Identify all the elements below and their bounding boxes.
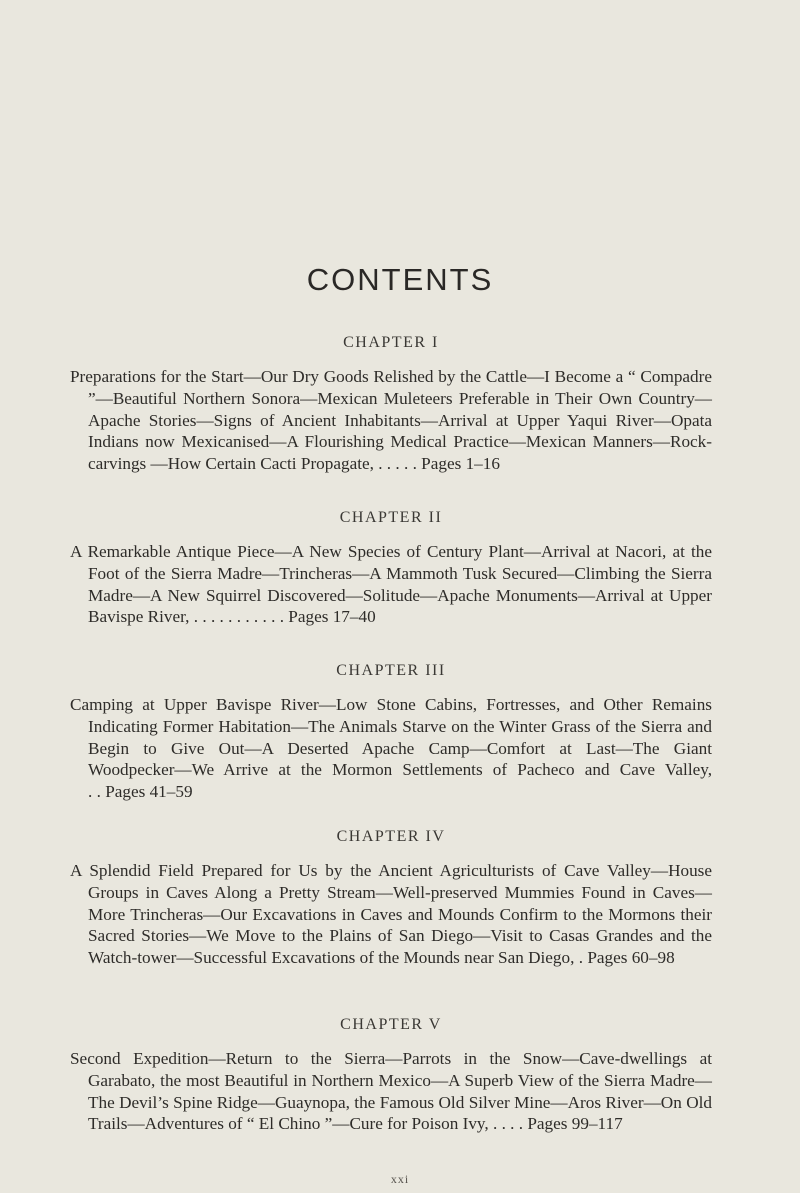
- chapter-summary: [70, 860, 712, 969]
- chapter-summary: [70, 694, 712, 803]
- chapter-text: Camping at Upper Bavispe River—Low Stone Cabins, Fortresses, and Other Remains Indicating Former Habitation—The Animals Starve on the Winter Grass of the Sierra and Begin to Give Out—A Deserted Apache Camp—Comfort at Last—The Giant Woodpecker—We Arrive at the Mormon Settlements of Pacheco and Cave Valley,: [70, 695, 712, 780]
- chapter-text: A Remarkable Antique Piece—A New Species of Century Plant—Arrival at Nacori, at the Foot of the Sierra Madre—Trincheras—A Mammoth Tusk Secured—Climbing the Sierra Madre—A New Squirrel Discovered—Solitude—Apache Monuments—Arrival at Upper Bavispe River,: [70, 542, 712, 627]
- chapter-text: A Splendid Field Prepared for Us by the Ancient Agriculturists of Cave Valley—House Groups in Caves Along a Pretty Stream—Well-preserved Mummies Found in Caves—More Trincheras—Our Excavations in Caves and Mounds Confirm to the Mormons their Sacred Stories—We Move to the Plains of San Diego—Visit to Casas Grandes and the Watch-tower—Successful Excavations of the Mounds near San Diego,: [70, 861, 712, 968]
- chapter-summary: [70, 366, 712, 475]
- chapter-pages: . . . . . . . . . . . Pages 17–40: [193, 607, 376, 627]
- chapter-heading: CHAPTER IV: [336, 828, 446, 845]
- chapter-pages: . . . . Pages 99–117: [492, 1114, 623, 1134]
- chapter-heading: CHAPTER I: [343, 334, 439, 351]
- chapter-pages: . . Pages 41–59: [88, 782, 193, 802]
- chapter-pages: . Pages 60–98: [578, 948, 675, 968]
- chapter-summary: [70, 1048, 712, 1135]
- chapter-text: Preparations for the Start—Our Dry Goods Relished by the Cattle—I Become a “ Compadre ”—Beautiful Northern Sonora—Mexican Muleteers Preferable in Their Own Country—Apache Stories—Signs of Ancient Inhabitants—Arrival at Upper Yaqui River—Opata Indians now Mexicanised—A Flourishing Medical Practice—Mexican Manners—Rock-carvings —How Certain Cacti Propagate,: [70, 367, 712, 474]
- chapter-entry-5: [70, 1016, 712, 1135]
- chapter-heading: CHAPTER II: [339, 509, 443, 526]
- chapter-summary: [70, 541, 712, 628]
- chapter-entry-2: [70, 509, 712, 628]
- chapter-heading: CHAPTER V: [340, 1016, 442, 1033]
- chapter-entry-4: [70, 828, 712, 969]
- page-title: CONTENTS: [306, 262, 494, 297]
- chapter-entry-3: [70, 662, 712, 803]
- page-number: xxi: [390, 1172, 410, 1186]
- chapter-pages: . . . . . Pages 1–16: [378, 454, 500, 474]
- chapter-text: Second Expedition—Return to the Sierra—Parrots in the Snow—Cave-dwellings at Garabato, the most Beautiful in Northern Mexico—A Superb View of the Sierra Madre—The Devil’s Spine Ridge—Guaynopa, the Famous Old Silver Mine—Aros River—On Old Trails—Adventures of “ El Chino ”—Cure for Poison Ivy,: [70, 1049, 712, 1134]
- chapter-heading: CHAPTER III: [336, 662, 446, 679]
- chapter-entry-1: [70, 334, 712, 475]
